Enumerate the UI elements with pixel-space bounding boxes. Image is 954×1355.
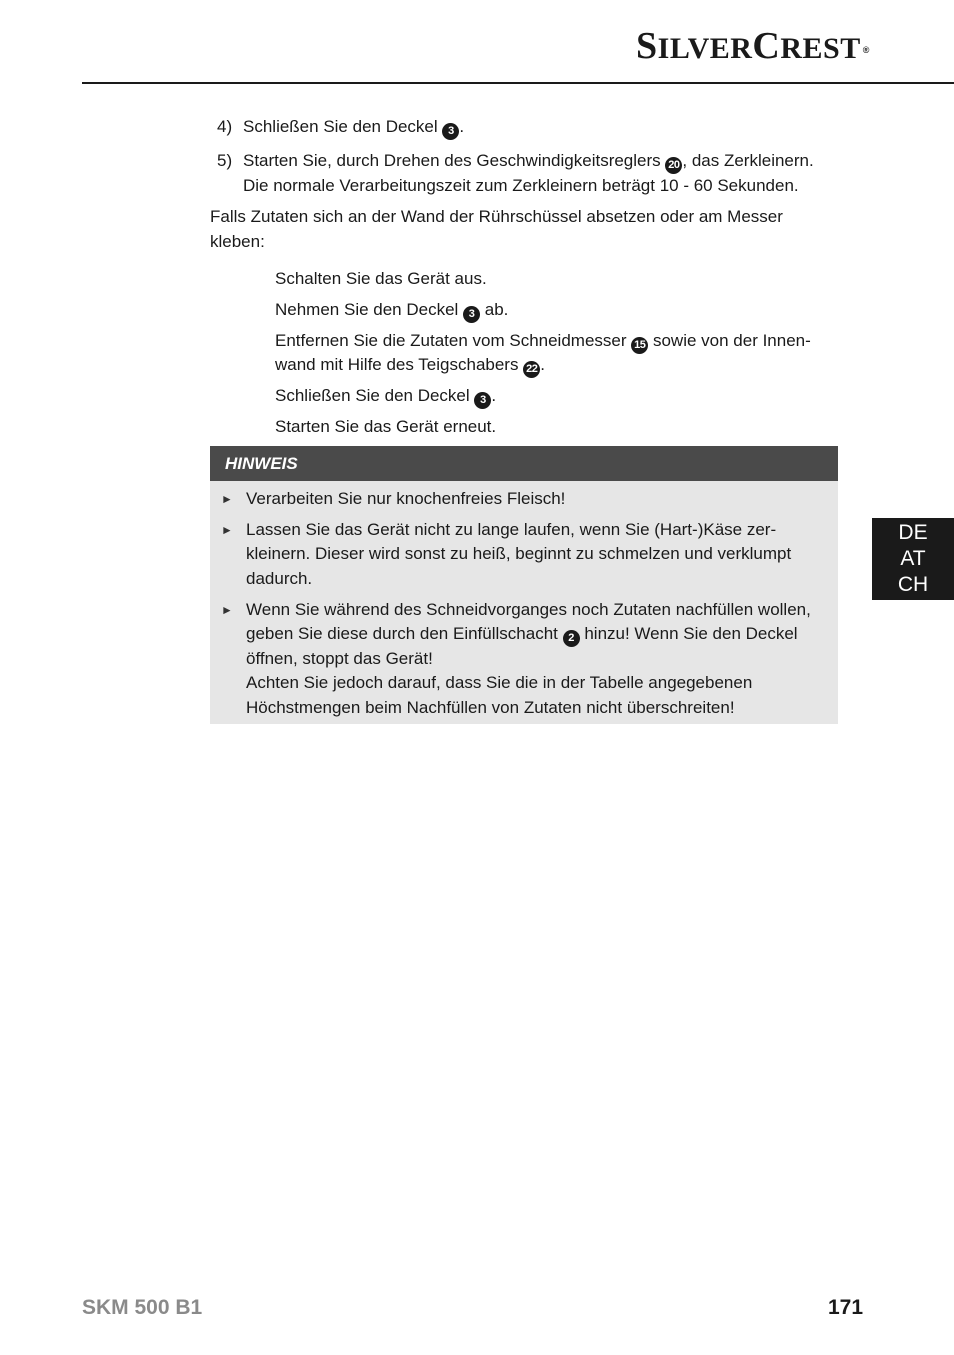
part-ref-icon: 3 bbox=[463, 306, 480, 323]
step-number: 5) bbox=[217, 151, 233, 170]
lang-de: DE bbox=[898, 521, 928, 544]
part-ref-icon: 15 bbox=[631, 337, 648, 354]
note-item-line: öffnen, stoppt das Gerät! bbox=[246, 649, 433, 668]
substep: Entfernen Sie die Zutaten vom Schneidmesser 15 sowie von der Innen- bbox=[275, 329, 835, 354]
note-item: Lassen Sie das Gerät nicht zu lange laufen, wenn Sie (Hart-)Käse zer- bbox=[246, 520, 777, 539]
language-tab bbox=[872, 518, 954, 600]
step-number: 4) bbox=[217, 117, 233, 136]
part-ref-icon: 3 bbox=[474, 392, 491, 409]
part-ref-icon: 3 bbox=[442, 123, 459, 140]
bullet-arrow-icon: ► bbox=[221, 603, 233, 617]
step-text: Schließen Sie den Deckel 3 . bbox=[243, 115, 843, 140]
part-ref-icon: 20 bbox=[665, 157, 682, 174]
bullet-arrow-icon: ► bbox=[221, 492, 233, 506]
note-item-line: Achten Sie jedoch darauf, dass Sie die in der Tabelle angegebenen bbox=[246, 673, 753, 692]
page-number: 171 bbox=[828, 1296, 864, 1319]
note-item-line: kleinern. Dieser wird sonst zu heiß, beginnt zu schmelzen und verklumpt bbox=[246, 544, 792, 563]
substep: Schließen Sie den Deckel 3 . bbox=[275, 384, 835, 409]
step-text: Starten Sie, durch Drehen des Geschwindigkeitsreglers 20 , das Zerkleinern. bbox=[243, 149, 843, 174]
note-item: Verarbeiten Sie nur knochenfreies Fleisch! bbox=[246, 489, 566, 508]
model-number: SKM 500 B1 bbox=[82, 1296, 203, 1319]
substep: Schalten Sie das Gerät aus. bbox=[275, 269, 487, 288]
step-text-line: Die normale Verarbeitungszeit zum Zerkleinern beträgt 10 - 60 Sekunden. bbox=[243, 176, 799, 195]
brand-logo: SILVERCREST ® bbox=[636, 25, 870, 67]
part-ref-icon: 22 bbox=[523, 361, 540, 378]
part-ref-icon: 2 bbox=[563, 630, 580, 647]
lang-ch: CH bbox=[897, 573, 929, 596]
note-title: HINWEIS bbox=[210, 446, 838, 481]
lang-at: AT bbox=[900, 547, 926, 570]
note-item-line: dadurch. bbox=[246, 569, 313, 588]
header-rule bbox=[82, 82, 954, 84]
note-item-line: Höchstmengen beim Nachfüllen von Zutaten nicht überschreiten! bbox=[246, 698, 735, 717]
substep: Nehmen Sie den Deckel 3 ab. bbox=[275, 298, 835, 323]
substep: Starten Sie das Gerät erneut. bbox=[275, 417, 497, 436]
note-item-line: geben Sie diese durch den Einfüllschacht 2 hinzu! Wenn Sie den Deckel bbox=[246, 622, 836, 647]
substep-line: wand mit Hilfe des Teigschabers 22 . bbox=[275, 353, 835, 378]
bullet-arrow-icon: ► bbox=[221, 523, 233, 537]
note-box bbox=[210, 446, 838, 724]
intro-paragraph: Falls Zutaten sich an der Wand der Rührschüssel absetzen oder am Messer kleben: bbox=[210, 207, 783, 251]
note-item: Wenn Sie während des Schneidvorganges noch Zutaten nachfüllen wollen, bbox=[246, 600, 811, 619]
